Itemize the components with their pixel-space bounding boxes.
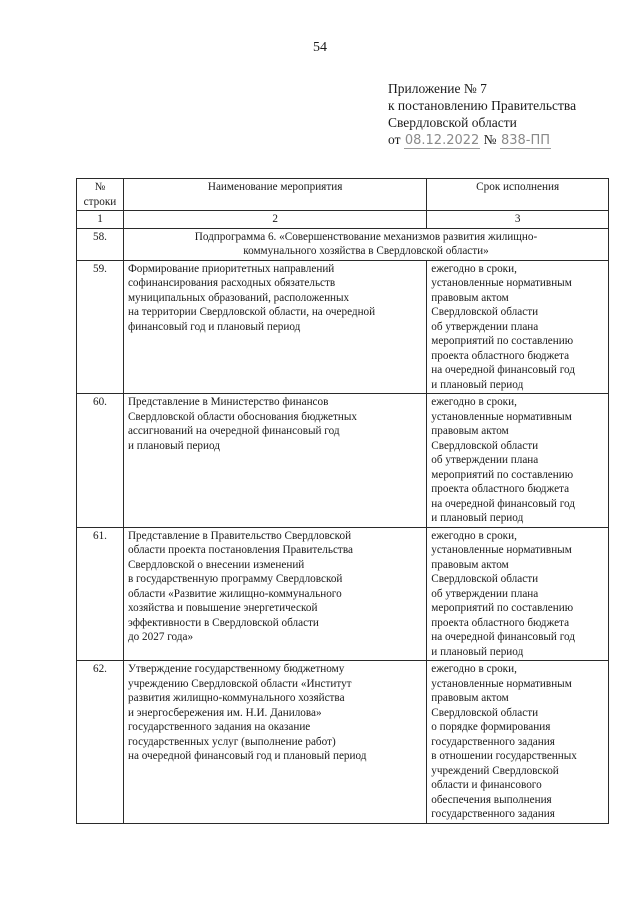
header-row-number: № строки <box>77 179 124 211</box>
measure-name: Формирование приоритетных направлений софинансирования расходных обязательств муниципальных образований, расположенных на территории Свердловской области, на очередной финансовый год и плановый период <box>123 260 426 394</box>
appendix-title: Приложение № 7 <box>388 81 487 96</box>
date-prefix: от <box>388 132 404 147</box>
row-number: 62. <box>77 661 124 824</box>
number-stamp: 838-ПП <box>500 133 550 148</box>
deadline: ежегодно в сроки, установленные нормативным правовым актом Свердловской области о порядке формирования государственного задания в отношении государственных учреждений Свердловской области и финансового обеспечения выполнения государственного задания <box>427 661 609 824</box>
section-row <box>77 228 609 260</box>
index-cell: 3 <box>427 211 609 229</box>
row-number: 61. <box>77 527 124 661</box>
header-measure-name: Наименование мероприятия <box>123 179 426 211</box>
table-header-row <box>77 179 609 211</box>
number-prefix: № <box>480 132 500 147</box>
row-number: 59. <box>77 260 124 394</box>
page-number: 54 <box>313 40 327 55</box>
table-row <box>77 527 609 661</box>
appendix-region: Свердловской области <box>388 115 517 130</box>
deadline: ежегодно в сроки, установленные нормативным правовым актом Свердловской области об утверждении плана мероприятий по составлению проекта областного бюджета на очередной финансовый год и плановый период <box>427 394 609 528</box>
row-number: 58. <box>77 228 124 260</box>
header-deadline: Срок исполнения <box>427 179 609 211</box>
section-title: Подпрограмма 6. «Совершенствование механизмов развития жилищно- коммунального хозяйства в Свердловской области» <box>123 228 608 260</box>
table-index-row <box>77 211 609 229</box>
measure-name: Представление в Правительство Свердловской области проекта постановления Правительства Свердловской о внесении изменений в государственную программу Свердловской области «Развитие жилищно-коммунального хозяйства и повышение энергетической эффективности в Свердловской области до 2027 года» <box>123 527 426 661</box>
table-row <box>77 394 609 528</box>
date-stamp: 08.12.2022 <box>404 133 480 148</box>
measures-table <box>76 178 609 824</box>
appendix-date-line <box>388 131 576 149</box>
appendix-resolution-ref: к постановлению Правительства <box>388 98 577 113</box>
measure-name: Утверждение государственному бюджетному учреждению Свердловской области «Институт развития жилищно-коммунального хозяйства и энергосбережения им. Н.И. Данилова» государственного задания на оказание государственных услуг (выполнение работ) на очередной финансовый год и плановый период <box>123 661 426 824</box>
row-number: 60. <box>77 394 124 528</box>
deadline: ежегодно в сроки, установленные нормативным правовым актом Свердловской области об утверждении плана мероприятий по составлению проекта областного бюджета на очередной финансовый год и плановый период <box>427 260 609 394</box>
table-row <box>77 260 609 394</box>
measure-name: Представление в Министерство финансов Свердловской области обоснования бюджетных ассигнований на очередной финансовый год и плановый период <box>123 394 426 528</box>
index-cell: 1 <box>77 211 124 229</box>
deadline: ежегодно в сроки, установленные нормативным правовым актом Свердловской области об утверждении плана мероприятий по составлению проекта областного бюджета на очередной финансовый год и плановый период <box>427 527 609 661</box>
index-cell: 2 <box>123 211 426 229</box>
table-row <box>77 661 609 824</box>
appendix-header <box>388 80 576 149</box>
